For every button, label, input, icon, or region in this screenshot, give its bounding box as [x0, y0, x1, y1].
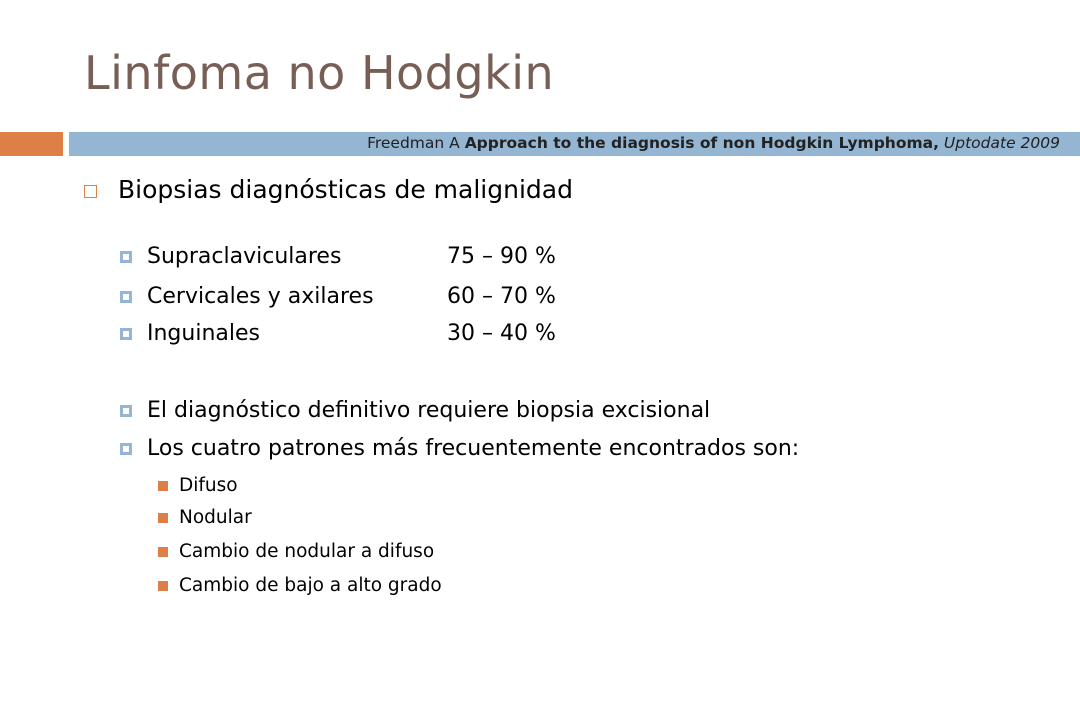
biopsy-site-name: Supraclaviculares — [147, 244, 342, 269]
citation-source: Uptodate 2009 — [943, 134, 1060, 152]
biopsy-site-range: 75 – 90 % — [447, 244, 556, 269]
hollow-square-bullet-icon — [84, 185, 97, 198]
pattern-item — [158, 574, 442, 598]
statement-item — [120, 397, 710, 426]
main-bullet-text: Biopsias diagnósticas de malignidad — [118, 175, 573, 204]
pattern-text: Cambio de nodular a difuso — [179, 541, 435, 562]
statement-text: Los cuatro patrones más frecuentemente encontrados son: — [147, 436, 800, 461]
statement-item — [120, 435, 799, 464]
citation-work: Approach to the diagnosis of non Hodgkin Lymphoma, — [464, 134, 939, 152]
pattern-item — [158, 474, 238, 498]
square-bullet-icon — [120, 405, 132, 417]
biopsy-site-item — [120, 283, 556, 312]
pattern-text: Cambio de bajo a alto grado — [179, 575, 442, 596]
square-bullet-icon — [120, 328, 132, 340]
citation — [367, 136, 1060, 152]
pattern-item — [158, 506, 252, 530]
pattern-item — [158, 540, 434, 564]
biopsy-site-name: Cervicales y axilares — [147, 284, 374, 309]
header-accent-bar — [0, 132, 63, 156]
main-bullet — [84, 174, 573, 207]
citation-author: Freedman A — [367, 134, 460, 152]
statement-text: El diagnóstico definitivo requiere biopsia excisional — [147, 398, 711, 423]
biopsy-site-name: Inguinales — [147, 321, 260, 346]
biopsy-site-range: 60 – 70 % — [447, 284, 556, 309]
orange-square-bullet-icon — [158, 547, 168, 557]
square-bullet-icon — [120, 251, 132, 263]
square-bullet-icon — [120, 291, 132, 303]
biopsy-site-range: 30 – 40 % — [447, 321, 556, 346]
slide-title: Linfoma no Hodgkin — [84, 46, 555, 100]
orange-square-bullet-icon — [158, 481, 168, 491]
square-bullet-icon — [120, 443, 132, 455]
pattern-text: Difuso — [179, 475, 238, 496]
biopsy-site-item — [120, 320, 556, 349]
pattern-text: Nodular — [179, 507, 252, 528]
orange-square-bullet-icon — [158, 581, 168, 591]
biopsy-site-item — [120, 243, 556, 272]
orange-square-bullet-icon — [158, 513, 168, 523]
